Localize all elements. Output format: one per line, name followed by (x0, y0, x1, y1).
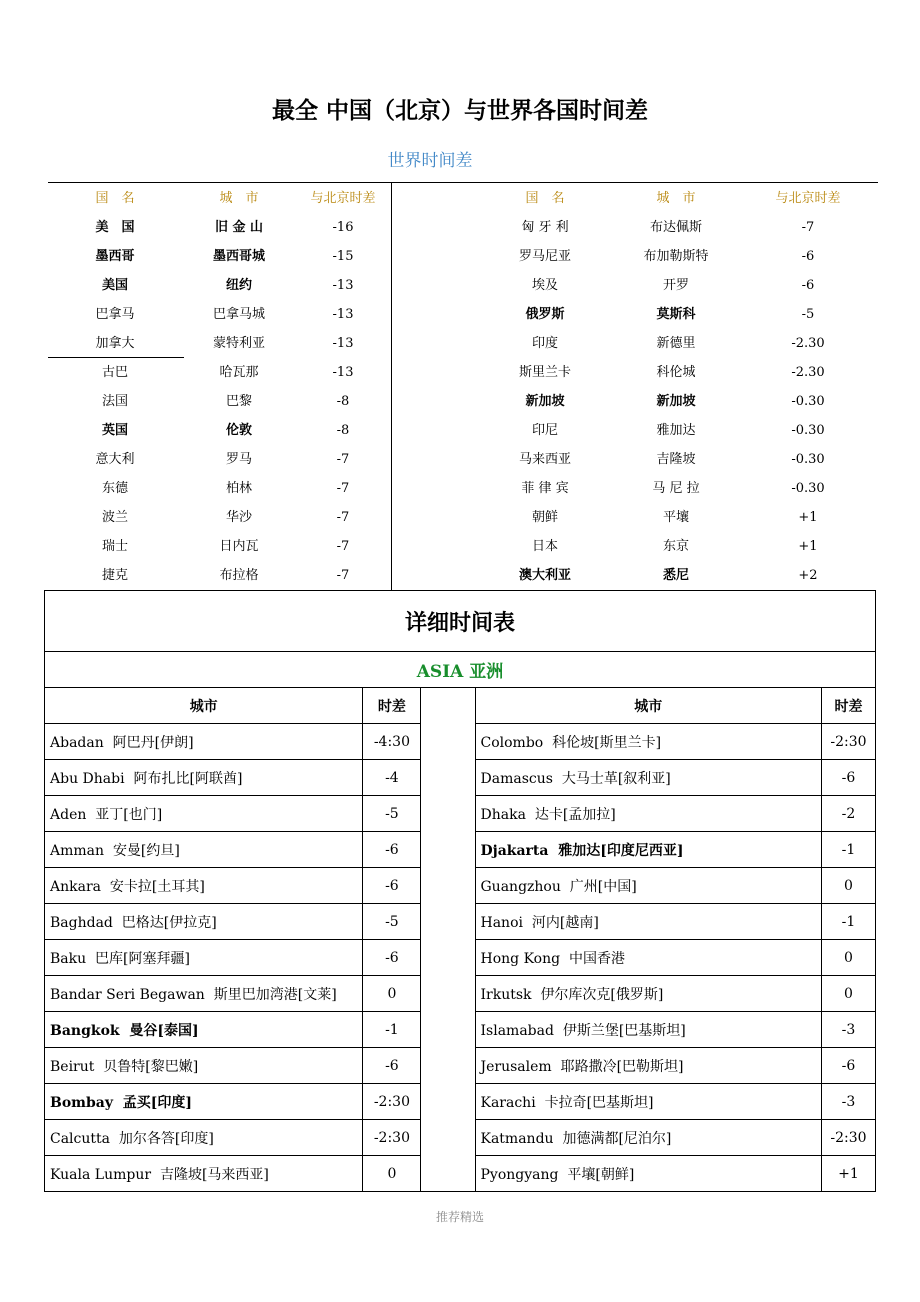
city-cell (475, 1012, 821, 1048)
city-name-zh: 加德满都[尼泊尔] (562, 1130, 672, 1147)
city-name-en: Abadan (50, 734, 104, 751)
world-city-cell: 巴黎 (225, 394, 252, 409)
diff-cell: -2:30 (363, 1120, 421, 1156)
world-city-cell: 纽约 (225, 278, 252, 293)
world-country-cell: 意大利 (95, 452, 135, 467)
world-country-cell: 加拿大 (95, 336, 135, 351)
world-country-cell: 古巴 (101, 365, 128, 380)
world-diff-cell: -0.30 (791, 452, 825, 467)
world-country-cell: 埃及 (531, 278, 558, 293)
world-country-cell: 斯里兰卡 (518, 365, 571, 380)
city-cell (45, 1120, 363, 1156)
city-name-zh: 巴库[阿塞拜疆] (95, 950, 190, 967)
city-name-en: Ankara (50, 878, 101, 895)
city-name-en: Damascus (480, 770, 553, 787)
page-title: 最全 中国（北京）与世界各国时间差 (271, 97, 648, 124)
diff-cell: -6 (363, 1048, 421, 1084)
city-cell (475, 832, 821, 868)
diff-cell: -6 (363, 868, 421, 904)
city-name-en: Colombo (480, 734, 544, 751)
city-cell (45, 976, 363, 1012)
world-diff-cell: -13 (332, 278, 354, 293)
footer-text: 推荐精选 (435, 1210, 484, 1224)
city-cell (45, 868, 363, 904)
world-city-cell: 平壤 (662, 510, 689, 525)
world-country-cell: 东德 (101, 481, 128, 496)
world-country-cell: 匈 牙 利 (521, 220, 569, 235)
city-name-en: Guangzhou (480, 878, 561, 895)
diff-cell: -6 (821, 760, 875, 796)
city-name-en: Karachi (480, 1094, 536, 1111)
world-country-cell: 新加坡 (525, 394, 565, 409)
city-name-zh: 孟买[印度] (122, 1094, 192, 1111)
city-name-zh: 阿布扎比[阿联酋] (133, 770, 243, 787)
world-diff-cell: -5 (801, 307, 815, 322)
diff-cell: +1 (821, 1156, 875, 1192)
world-country-cell: 澳大利亚 (518, 568, 571, 583)
world-diff-cell: -7 (336, 481, 350, 496)
city-name-zh: 伊斯兰堡[巴基斯坦] (562, 1022, 686, 1039)
world-country-cell: 墨西哥 (95, 249, 135, 264)
world-diff-cell: -15 (332, 249, 354, 264)
world-city-cell: 哈瓦那 (219, 365, 259, 380)
world-header-diff: 与北京时差 (775, 191, 841, 206)
city-name-en: Irkutsk (480, 986, 532, 1003)
diff-cell: -5 (363, 796, 421, 832)
world-country-cell: 波兰 (101, 510, 128, 525)
world-country-cell: 罗马尼亚 (518, 249, 571, 264)
world-country-cell: 瑞士 (101, 539, 128, 554)
city-name-en: Kuala Lumpur (50, 1166, 152, 1183)
world-country-cell: 俄罗斯 (525, 307, 565, 322)
city-name-en: Hong Kong (480, 950, 561, 967)
world-diff-cell: -7 (336, 452, 350, 467)
world-city-cell: 布加勒斯特 (643, 249, 709, 264)
detail-time-table (44, 590, 876, 1192)
city-name-en: Bangkok (50, 1022, 120, 1039)
header-city: 城市 (45, 688, 363, 724)
world-diff-cell: -13 (332, 365, 354, 380)
world-diff-cell: -13 (332, 307, 354, 322)
city-cell (475, 724, 821, 760)
city-name-zh: 阿巴丹[伊朗] (112, 734, 194, 751)
city-name-zh: 巴格达[伊拉克] (121, 914, 217, 931)
world-header-diff: 与北京时差 (310, 191, 376, 206)
diff-cell: -2:30 (821, 724, 875, 760)
world-header-country: 国 名 (95, 191, 135, 206)
world-country-cell: 美国 (101, 278, 128, 293)
world-diff-cell: -6 (801, 249, 815, 264)
world-city-cell: 莫斯科 (656, 307, 696, 322)
city-name-en: Dhaka (480, 806, 526, 823)
detail-title: 详细时间表 (45, 591, 876, 652)
city-cell (45, 832, 363, 868)
city-name-zh: 达卡[孟加拉] (534, 806, 616, 823)
world-country-cell: 法国 (101, 394, 128, 409)
world-city-cell: 伦敦 (225, 423, 252, 438)
gap-column (421, 688, 475, 1192)
world-city-cell: 柏林 (225, 481, 252, 496)
city-name-zh: 大马士革[叙利亚] (561, 770, 671, 787)
city-name-zh: 斯里巴加湾港[文莱] (213, 986, 337, 1003)
world-diff-cell: -0.30 (791, 394, 825, 409)
city-name-zh: 安曼[约旦] (112, 842, 180, 859)
city-name-zh: 伊尔库次克[俄罗斯] (540, 986, 664, 1003)
city-cell (45, 904, 363, 940)
diff-cell: -3 (821, 1012, 875, 1048)
diff-cell: 0 (821, 940, 875, 976)
city-name-en: Jerusalem (480, 1058, 552, 1075)
world-diff-cell: +2 (798, 568, 818, 583)
diff-cell: -1 (821, 832, 875, 868)
city-cell (45, 1084, 363, 1120)
city-cell (475, 904, 821, 940)
city-cell (45, 1048, 363, 1084)
city-cell (475, 796, 821, 832)
world-country-cell: 日本 (531, 539, 558, 554)
city-name-en: Islamabad (480, 1022, 554, 1039)
city-cell (475, 868, 821, 904)
world-diff-cell: -16 (332, 220, 354, 235)
world-diff-cell: -7 (336, 568, 350, 583)
diff-cell: -3 (821, 1084, 875, 1120)
world-country-cell: 美 国 (95, 220, 135, 235)
world-diff-cell: -0.30 (791, 423, 825, 438)
world-country-cell: 马来西亚 (518, 452, 571, 467)
top-rule (48, 182, 878, 183)
city-name-zh: 安卡拉[土耳其] (109, 878, 205, 895)
world-diff-cell: -8 (336, 423, 350, 438)
diff-cell: 0 (363, 976, 421, 1012)
detail-header-row (45, 688, 876, 724)
world-city-cell: 雅加达 (656, 423, 696, 438)
city-cell (45, 1012, 363, 1048)
city-name-zh: 吉隆坡[马来西亚] (159, 1166, 269, 1183)
diff-cell: -6 (363, 832, 421, 868)
world-country-cell: 朝鲜 (531, 510, 558, 525)
city-name-en: Hanoi (480, 914, 523, 931)
world-header-city: 城 市 (219, 191, 259, 206)
world-country-cell: 印尼 (531, 423, 558, 438)
city-name-en: Bombay (50, 1094, 113, 1111)
region-heading: ASIA 亚洲 (45, 652, 876, 688)
world-city-cell: 墨西哥城 (212, 249, 265, 264)
city-name-zh: 曼谷[泰国] (129, 1022, 199, 1039)
city-cell (475, 940, 821, 976)
world-country-cell: 英国 (101, 423, 128, 438)
world-city-cell: 蒙特利亚 (212, 336, 265, 351)
world-city-cell: 东京 (662, 539, 689, 554)
world-city-cell: 马 尼 拉 (652, 481, 700, 496)
world-city-cell: 悉尼 (662, 568, 689, 583)
city-name-en: Bandar Seri Begawan (50, 986, 205, 1003)
diff-cell: 0 (363, 1156, 421, 1192)
world-city-cell: 新加坡 (656, 394, 696, 409)
world-city-cell: 吉隆坡 (656, 452, 696, 467)
diff-cell: -1 (821, 904, 875, 940)
world-city-cell: 罗马 (225, 452, 252, 467)
world-city-cell: 布拉格 (219, 568, 259, 583)
diff-cell: -6 (363, 940, 421, 976)
city-cell (475, 1048, 821, 1084)
world-diff-cell: -8 (336, 394, 350, 409)
world-diff-cell: +1 (798, 539, 818, 554)
diff-cell: -2 (821, 796, 875, 832)
city-name-en: Baghdad (50, 914, 113, 931)
world-city-cell: 华沙 (225, 510, 252, 525)
city-name-zh: 加尔各答[印度] (118, 1130, 214, 1147)
city-cell (45, 724, 363, 760)
diff-cell: -2:30 (821, 1120, 875, 1156)
header-diff: 时差 (821, 688, 875, 724)
city-cell (45, 940, 363, 976)
city-cell (45, 1156, 363, 1192)
city-cell (475, 1084, 821, 1120)
diff-cell: -2:30 (363, 1084, 421, 1120)
world-diff-cell: -6 (801, 278, 815, 293)
header-city: 城市 (475, 688, 821, 724)
city-name-zh: 广州[中国] (569, 878, 637, 895)
world-city-cell: 新德里 (656, 336, 696, 351)
world-city-cell: 日内瓦 (219, 539, 259, 554)
city-name-en: Katmandu (480, 1130, 554, 1147)
world-diff-cell: -7 (801, 220, 815, 235)
world-diff-cell: -7 (336, 510, 350, 525)
city-cell (475, 1120, 821, 1156)
city-name-en: Amman (50, 842, 105, 859)
diff-cell: -5 (363, 904, 421, 940)
world-city-cell: 科伦城 (656, 365, 696, 380)
world-header-city: 城 市 (656, 191, 696, 206)
world-city-cell: 旧 金 山 (214, 220, 264, 235)
city-name-en: Beirut (50, 1058, 95, 1075)
city-name-zh: 贝鲁特[黎巴嫩] (103, 1058, 199, 1075)
city-name-zh: 河内[越南] (531, 914, 599, 931)
world-diff-cell: -7 (336, 539, 350, 554)
city-name-zh: 雅加达[印度尼西亚] (558, 842, 684, 859)
world-city-cell: 开罗 (662, 278, 689, 293)
world-header-country: 国 名 (525, 191, 565, 206)
city-name-en: Djakarta (480, 842, 549, 859)
page-subtitle: 世界时间差 (387, 151, 473, 171)
city-name-en: Baku (50, 950, 87, 967)
city-cell (475, 1156, 821, 1192)
world-city-cell: 巴拿马城 (212, 307, 265, 322)
city-name-en: Abu Dhabi (50, 770, 125, 787)
header-diff: 时差 (363, 688, 421, 724)
world-diff-cell: -2.30 (791, 336, 825, 351)
city-name-zh: 中国香港 (568, 950, 625, 967)
city-name-zh: 卡拉奇[巴基斯坦] (544, 1094, 654, 1111)
diff-cell: 0 (821, 868, 875, 904)
city-name-zh: 耶路撒冷[巴勒斯坦] (560, 1058, 684, 1075)
world-diff-cell: -13 (332, 336, 354, 351)
world-city-cell: 布达佩斯 (649, 220, 702, 235)
city-cell (45, 796, 363, 832)
city-name-en: Calcutta (50, 1130, 110, 1147)
world-country-cell: 菲 律 宾 (521, 481, 569, 496)
diff-cell: -4 (363, 760, 421, 796)
world-diff-cell: -0.30 (791, 481, 825, 496)
city-name-zh: 亚丁[也门] (95, 806, 163, 823)
city-name-en: Pyongyang (480, 1166, 559, 1183)
world-country-cell: 捷克 (101, 568, 128, 583)
diff-cell: -1 (363, 1012, 421, 1048)
city-cell (475, 760, 821, 796)
world-country-cell: 巴拿马 (95, 307, 135, 322)
world-diff-cell: +1 (798, 510, 818, 525)
diff-cell: -4:30 (363, 724, 421, 760)
city-cell (45, 760, 363, 796)
world-country-cell: 印度 (531, 336, 558, 351)
world-diff-cell: -2.30 (791, 365, 825, 380)
diff-cell: -6 (821, 1048, 875, 1084)
city-name-zh: 科伦坡[斯里兰卡] (552, 734, 662, 751)
city-name-en: Aden (50, 806, 87, 823)
diff-cell: 0 (821, 976, 875, 1012)
city-cell (475, 976, 821, 1012)
city-name-zh: 平壤[朝鲜] (567, 1166, 635, 1183)
